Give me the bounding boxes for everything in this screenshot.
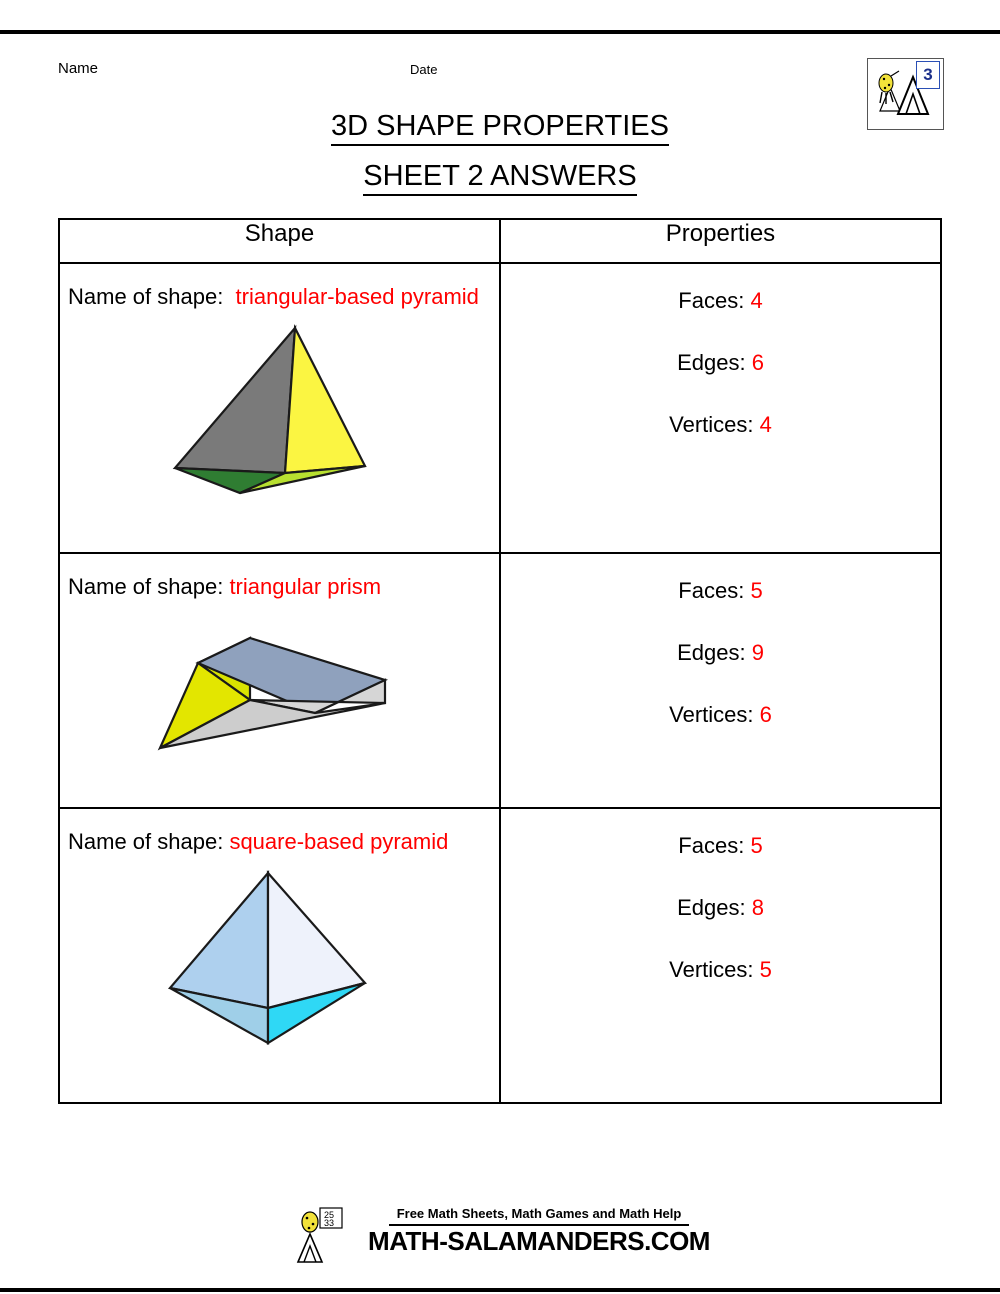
table-row xyxy=(59,808,941,1103)
shape-cell-2 xyxy=(59,553,500,808)
properties-cell-3 xyxy=(500,808,941,1103)
property-edges-2 xyxy=(501,642,940,664)
column-header-properties: Properties xyxy=(500,219,941,263)
name-field-label: Name xyxy=(58,60,99,77)
shape-name-line-1 xyxy=(60,264,499,312)
vertices-value-3: 5 xyxy=(759,957,772,982)
shape-name-prefix-1: Name of shape: xyxy=(68,284,224,309)
property-vertices-2 xyxy=(501,704,940,726)
triangular-pyramid-figure xyxy=(60,312,499,513)
property-faces-2 xyxy=(501,580,940,602)
top-divider xyxy=(0,30,1000,34)
logo-level-badge: 3 xyxy=(916,61,940,89)
property-faces-3 xyxy=(501,835,940,857)
properties-cell-1 xyxy=(500,263,941,553)
page-footer xyxy=(0,1200,1000,1270)
property-vertices-3 xyxy=(501,959,940,981)
svg-text:33: 33 xyxy=(324,1218,335,1228)
shape-name-answer-3: square-based pyramid xyxy=(229,829,449,854)
faces-label-3: Faces: xyxy=(678,833,745,858)
edges-label-3: Edges: xyxy=(677,895,746,920)
shape-name-prefix-2: Name of shape: xyxy=(68,574,224,599)
page-title-line1-text: 3D SHAPE PROPERTIES xyxy=(331,110,669,146)
footer-tagline: Free Math Sheets, Math Games and Math Help xyxy=(396,1206,682,1221)
properties-cell-2 xyxy=(500,553,941,808)
date-field-label: Date xyxy=(410,62,438,77)
vertices-label-1: Vertices: xyxy=(669,412,754,437)
faces-value-1: 4 xyxy=(750,288,763,313)
table-header-row xyxy=(59,219,941,263)
edges-label-1: Edges: xyxy=(677,350,746,375)
page-title-line2-text: SHEET 2 ANSWERS xyxy=(363,160,636,196)
page-title-line2 xyxy=(0,160,1000,193)
shape-name-answer-1: triangular-based pyramid xyxy=(235,284,479,309)
faces-label-1: Faces: xyxy=(678,288,745,313)
edges-value-1: 6 xyxy=(751,350,764,375)
table-row xyxy=(59,553,941,808)
page-title-line1 xyxy=(0,110,1000,143)
faces-value-2: 5 xyxy=(750,578,763,603)
property-vertices-1 xyxy=(501,414,940,436)
footer-website-url: MATH-SALAMANDERS.COM xyxy=(368,1226,710,1256)
faces-label-2: Faces: xyxy=(678,578,745,603)
shape-name-answer-2: triangular prism xyxy=(229,574,382,599)
shape-name-line-2 xyxy=(60,554,499,602)
edges-value-2: 9 xyxy=(751,640,764,665)
property-edges-1 xyxy=(501,352,940,374)
edges-label-2: Edges: xyxy=(677,640,746,665)
column-header-shape: Shape xyxy=(59,219,500,263)
vertices-label-2: Vertices: xyxy=(669,702,754,727)
square-pyramid-figure xyxy=(60,857,499,1058)
bottom-divider xyxy=(0,1288,1000,1292)
footer-logo-icon xyxy=(290,1200,360,1270)
table-row xyxy=(59,263,941,553)
svg-text:25: 25 xyxy=(324,1210,335,1220)
edges-value-3: 8 xyxy=(751,895,764,920)
shape-cell-3 xyxy=(59,808,500,1103)
shape-name-line-3 xyxy=(60,809,499,857)
vertices-value-2: 6 xyxy=(759,702,772,727)
shape-cell-1 xyxy=(59,263,500,553)
vertices-label-3: Vertices: xyxy=(669,957,754,982)
faces-value-3: 5 xyxy=(750,833,763,858)
shape-name-prefix-3: Name of shape: xyxy=(68,829,224,854)
property-edges-3 xyxy=(501,897,940,919)
triangular-prism-figure xyxy=(60,602,499,778)
vertices-value-1: 4 xyxy=(759,412,772,437)
property-faces-1 xyxy=(501,290,940,312)
shape-properties-table xyxy=(58,218,942,1104)
